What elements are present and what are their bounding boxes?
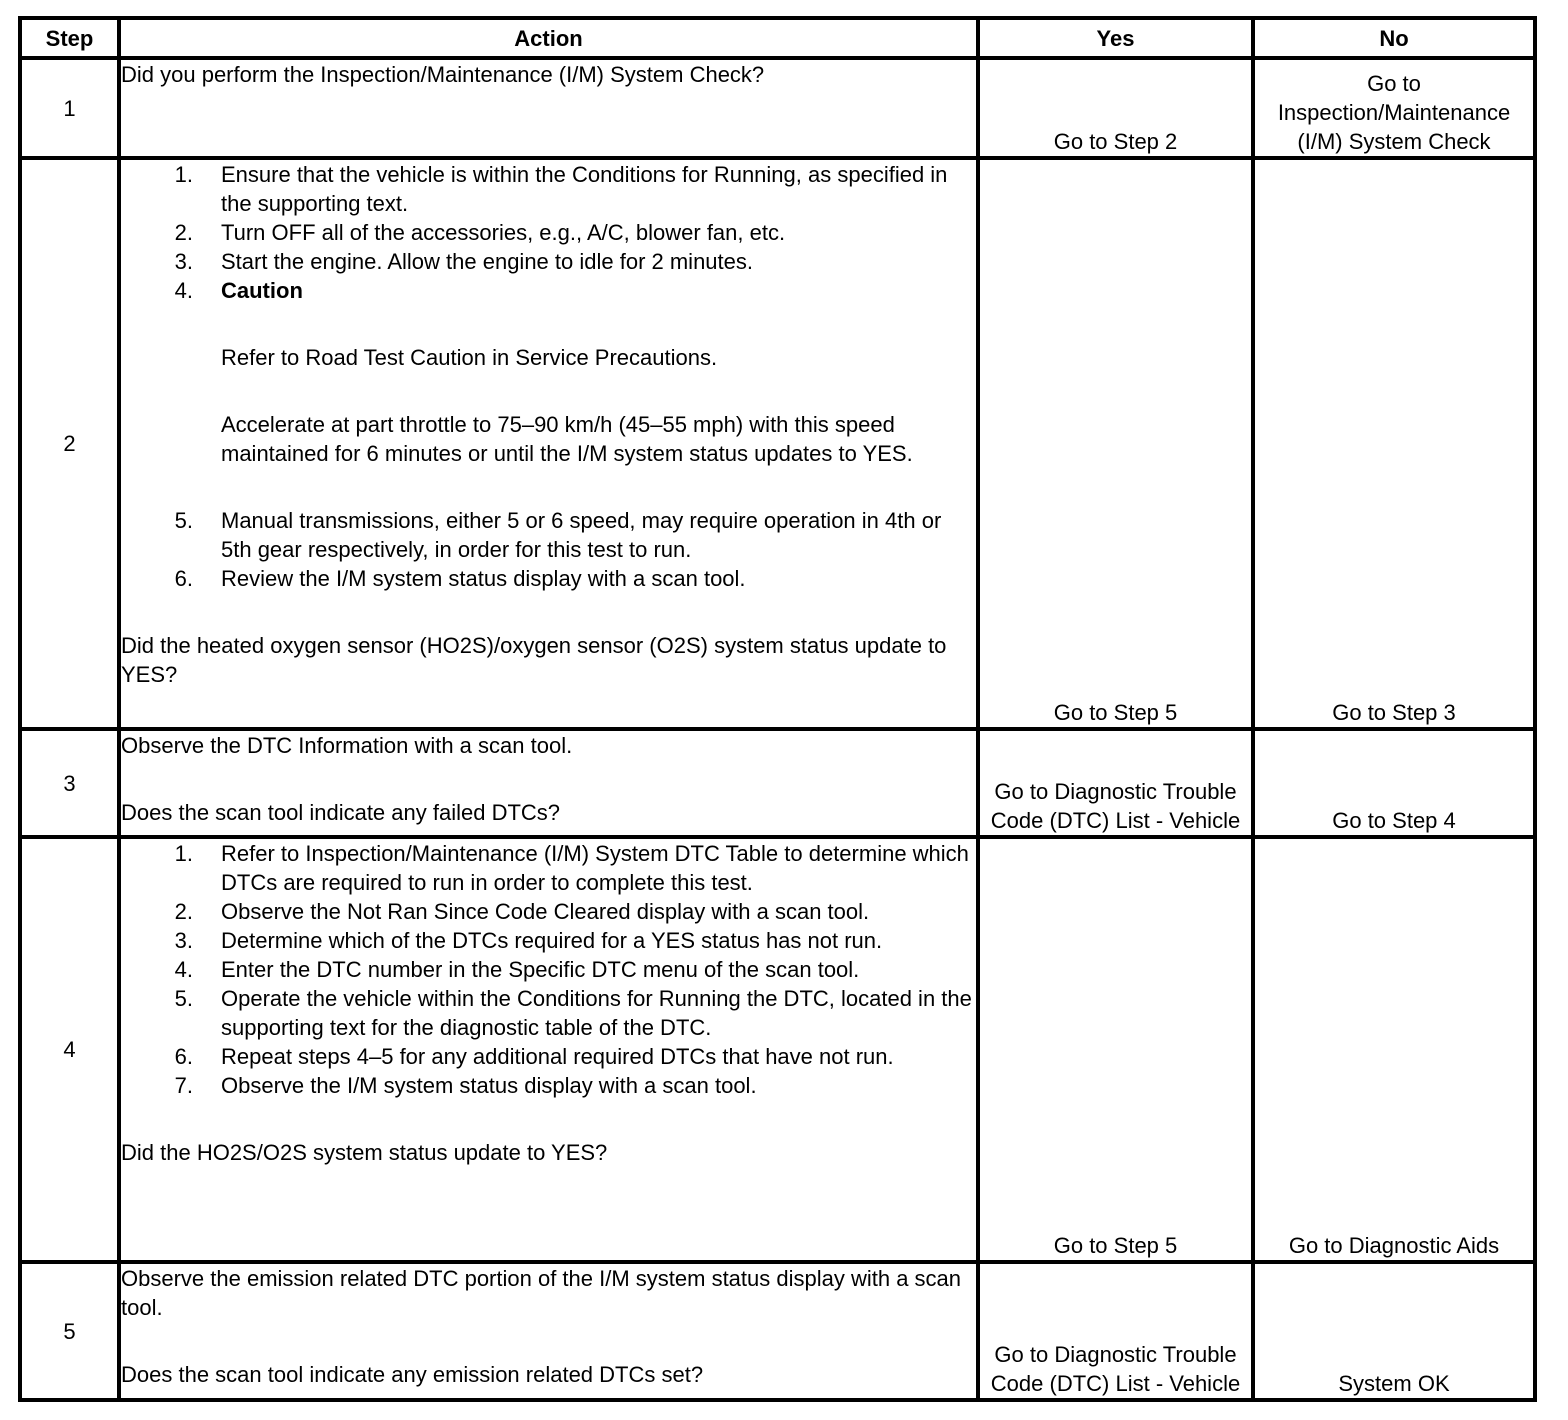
step-number: 1 [20,58,119,158]
item-text: Start the engine. Allow the engine to idle for 2 minutes. [221,249,753,274]
item-text: Repeat steps 4–5 for any additional required DTCs that have not run. [221,1044,894,1069]
action-cell [119,158,978,729]
item-text: Observe the Not Ran Since Code Cleared display with a scan tool. [221,899,870,924]
procedure-list-continued [121,506,976,593]
caution-action: Accelerate at part throttle to 75–90 km/h (45–55 mph) with this speed maintained for 6 minutes or until the I/M system status updates to YES. [221,412,913,466]
no-cell: System OK [1253,1262,1535,1400]
action-question: Does the scan tool indicate any failed DTCs? [121,800,561,825]
list-item [121,955,976,984]
yes-cell: Go to Step 2 [978,58,1253,158]
list-item [121,897,976,926]
action-cell [119,729,978,837]
item-text: Ensure that the vehicle is within the Conditions for Running, as specified in the supporting text. [221,162,948,216]
item-text: Turn OFF all of the accessories, e.g., A/C, blower fan, etc. [221,220,786,245]
list-item [121,926,976,955]
table-row-step-2 [20,158,1535,729]
item-number: 2. [174,220,193,245]
step-number: 4 [20,837,119,1262]
item-number: 4. [174,957,193,982]
action-question: Did you perform the Inspection/Maintenance (I/M) System Check? [121,62,765,87]
list-item [121,506,976,564]
no-cell: Go to Inspection/Maintenance (I/M) System Check [1253,58,1535,158]
item-text: Determine which of the DTCs required for a YES status has not run. [221,928,883,953]
item-text: Manual transmissions, either 5 or 6 speed, may require operation in 4th or 5th gear respectively, in order for this test to run. [221,508,942,562]
list-item [121,564,976,593]
item-text: Review the I/M system status display with a scan tool. [221,566,746,591]
procedure-list [121,160,976,305]
yes-cell: Go to Step 5 [978,158,1253,729]
item-number: 5. [174,986,193,1011]
header-row [20,18,1535,58]
item-text: Operate the vehicle within the Conditions for Running the DTC, located in the supporting text for the diagnostic table of the DTC. [221,986,972,1040]
list-item [121,160,976,218]
yes-cell: Go to Step 5 [978,837,1253,1262]
item-number: 1. [174,162,193,187]
list-item [121,984,976,1042]
no-cell: Go to Diagnostic Aids [1253,837,1535,1262]
list-item [121,276,976,305]
item-text: Enter the DTC number in the Specific DTC menu of the scan tool. [221,957,860,982]
yes-cell: Go to Diagnostic Trouble Code (DTC) List - Vehicle [978,729,1253,837]
action-instruction: Observe the emission related DTC portion of the I/M system status display with a scan tool. [121,1266,962,1320]
step-number: 2 [20,158,119,729]
no-cell: Go to Step 3 [1253,158,1535,729]
item-number: 7. [174,1073,193,1098]
caution-heading: Caution [221,278,303,303]
item-number: 4. [174,278,193,303]
list-item [121,247,976,276]
header-yes: Yes [978,18,1253,58]
item-number: 3. [174,249,193,274]
list-item [121,218,976,247]
header-step: Step [20,18,119,58]
yes-cell: Go to Diagnostic Trouble Code (DTC) List - Vehicle [978,1262,1253,1400]
table-row-step-3 [20,729,1535,837]
header-action: Action [119,18,978,58]
diagnostic-table [18,16,1537,1402]
header-no: No [1253,18,1535,58]
list-item [121,1071,976,1100]
caution-note: Refer to Road Test Caution in Service Precautions. [221,345,718,370]
item-number: 5. [174,508,193,533]
step-number: 3 [20,729,119,837]
item-number: 6. [174,1044,193,1069]
item-number: 3. [174,928,193,953]
procedure-list [121,839,976,1100]
item-number: 6. [174,566,193,591]
step-number: 5 [20,1262,119,1400]
table-row-step-5 [20,1262,1535,1400]
list-item [121,1042,976,1071]
action-cell [119,837,978,1262]
table-row-step-4 [20,837,1535,1262]
action-cell [119,58,978,158]
action-question: Did the HO2S/O2S system status update to YES? [121,1140,608,1165]
action-instruction: Observe the DTC Information with a scan tool. [121,733,573,758]
list-item [121,839,976,897]
table-row-step-1 [20,58,1535,158]
action-question: Did the heated oxygen sensor (HO2S)/oxygen sensor (O2S) system status update to YES? [121,633,947,687]
item-text: Refer to Inspection/Maintenance (I/M) System DTC Table to determine which DTCs are required to run in order to complete this test. [221,841,969,895]
action-cell [119,1262,978,1400]
item-text: Observe the I/M system status display with a scan tool. [221,1073,757,1098]
item-number: 1. [174,841,193,866]
item-number: 2. [174,899,193,924]
action-question: Does the scan tool indicate any emission related DTCs set? [121,1362,704,1387]
no-cell: Go to Step 4 [1253,729,1535,837]
